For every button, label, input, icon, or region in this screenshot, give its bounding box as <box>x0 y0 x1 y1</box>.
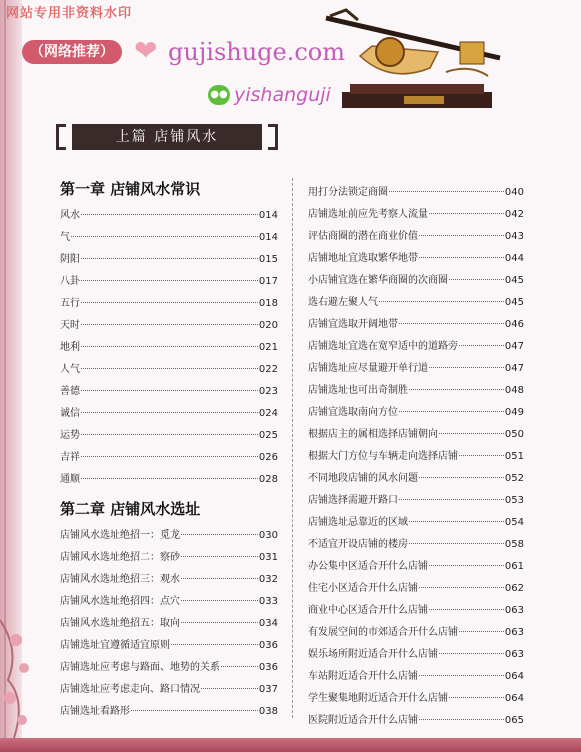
page-number: 026 <box>258 452 278 463</box>
page-number: 038 <box>258 706 278 717</box>
entry-title: 店铺选址看路形 <box>60 706 130 717</box>
leader-dots <box>419 257 504 258</box>
page-number: 064 <box>504 693 524 704</box>
entry-title: 店铺宜选取南向方位 <box>308 407 398 418</box>
entry-title: 商业中心区适合开什么店铺 <box>308 605 428 616</box>
page-number: 064 <box>504 671 524 682</box>
toc-entry <box>60 448 278 462</box>
entry-title: 办公集中区适合开什么店铺 <box>308 561 428 572</box>
toc-entry <box>308 447 524 461</box>
toc-entry <box>308 535 524 549</box>
page-number: 043 <box>504 231 524 242</box>
entry-title: 店铺风水选址绝招三：观水 <box>60 574 180 585</box>
leader-dots <box>429 367 504 368</box>
toc-entry <box>308 711 524 725</box>
leader-dots <box>201 688 258 689</box>
toc-entry <box>60 470 278 484</box>
leader-dots <box>81 324 258 325</box>
toc-entry <box>60 294 278 308</box>
toc-entry <box>60 404 278 418</box>
entry-title: 店铺风水选址绝招五：取向 <box>60 618 180 629</box>
entry-title: 根据大门方位与车辆走向选择店铺 <box>308 451 458 462</box>
toc-entry <box>308 645 524 659</box>
toc-entry <box>60 360 278 374</box>
page-bottom-band <box>0 738 581 752</box>
chapter-title: 第一章 店铺风水常识 <box>60 180 201 198</box>
toc-entry <box>308 381 524 395</box>
entry-title: 店铺选址也可出奇制胜 <box>308 385 408 396</box>
title-bracket-left <box>56 124 66 150</box>
toc-entry <box>308 579 524 593</box>
leader-dots <box>429 565 504 566</box>
leader-dots <box>459 631 504 632</box>
leader-dots <box>449 279 504 280</box>
toc-entry <box>308 359 524 373</box>
page-number: 061 <box>504 561 524 572</box>
leader-dots <box>429 609 504 610</box>
leader-dots <box>419 235 504 236</box>
page-number: 065 <box>504 715 524 726</box>
leader-dots <box>181 534 258 535</box>
recommend-badge: （网络推荐） <box>22 40 122 64</box>
page-number: 036 <box>258 662 278 673</box>
toc-entry <box>60 228 278 242</box>
page-number: 063 <box>504 627 524 638</box>
entry-title: 店铺选址应尽量避开单行道 <box>308 363 428 374</box>
toc-entry <box>308 403 524 417</box>
toc-entry <box>308 623 524 637</box>
leader-dots <box>419 477 504 478</box>
toc-entry <box>60 548 278 562</box>
entry-title: 八卦 <box>60 276 80 287</box>
plum-blossom-decoration <box>0 610 40 738</box>
page-number: 015 <box>258 254 278 265</box>
page-number: 034 <box>258 618 278 629</box>
page-number: 037 <box>258 684 278 695</box>
page-number: 017 <box>258 276 278 287</box>
page-number: 023 <box>258 386 278 397</box>
ship-model-image <box>320 6 510 114</box>
leader-dots <box>399 411 504 412</box>
entry-title: 店铺地址宜选取繁华地带 <box>308 253 418 264</box>
entry-title: 通顺 <box>60 474 80 485</box>
page-number: 024 <box>258 408 278 419</box>
site-url: gujishuge.com <box>168 38 346 66</box>
page-number: 049 <box>504 407 524 418</box>
entry-title: 店铺风水选址绝招二：察砂 <box>60 552 180 563</box>
toc-entry <box>308 491 524 505</box>
page-number: 030 <box>258 530 278 541</box>
toc-entry <box>308 205 524 219</box>
page-number: 025 <box>258 430 278 441</box>
page-number: 022 <box>258 364 278 375</box>
entry-title: 评估商圈的潜在商业价值 <box>308 231 418 242</box>
toc-entry <box>60 272 278 286</box>
entry-title: 用打分法锁定商圈 <box>308 187 388 198</box>
leader-dots <box>181 622 258 623</box>
page-number: 033 <box>258 596 278 607</box>
entry-title: 店铺选址前应先考察人流量 <box>308 209 428 220</box>
page-number: 042 <box>504 209 524 220</box>
toc-entry <box>308 183 524 197</box>
page-number: 021 <box>258 342 278 353</box>
entry-title: 阴阳 <box>60 254 80 265</box>
entry-title: 风水 <box>60 210 80 221</box>
leader-dots <box>71 236 258 237</box>
leader-dots <box>81 258 258 259</box>
page-number: 028 <box>258 474 278 485</box>
entry-title: 根据店主的属相选择店铺朝向 <box>308 429 438 440</box>
toc-entry <box>60 592 278 606</box>
leader-dots <box>171 644 258 645</box>
toc-entry <box>308 601 524 615</box>
title-bracket-right <box>268 124 278 150</box>
entry-title: 店铺选址忌靠近的区域 <box>308 517 408 528</box>
entry-title: 不同地段店铺的风水问题 <box>308 473 418 484</box>
toc-entry <box>60 382 278 396</box>
toc-entry <box>60 570 278 584</box>
toc-entry <box>308 337 524 351</box>
page-number: 014 <box>258 210 278 221</box>
leader-dots <box>419 719 504 720</box>
toc-entry <box>308 513 524 527</box>
wechat-icon: ●● <box>208 85 230 105</box>
leader-dots <box>81 412 258 413</box>
page-number: 063 <box>504 605 524 616</box>
heart-icon: ❤ <box>134 34 158 67</box>
leader-dots <box>449 697 504 698</box>
entry-title: 有发展空间的市郊适合开什么店铺 <box>308 627 458 638</box>
page-number: 047 <box>504 341 524 352</box>
toc-entry <box>60 702 278 716</box>
toc-entry <box>308 425 524 439</box>
page-number: 047 <box>504 363 524 374</box>
entry-title: 店铺选址应考虑走向、路口情况 <box>60 684 200 695</box>
entry-title: 小店铺宜选在繁华商圈的次商圈 <box>308 275 448 286</box>
entry-title: 店铺宜选取开阔地带 <box>308 319 398 330</box>
entry-title: 吉祥 <box>60 452 80 463</box>
toc-entry <box>60 426 278 440</box>
page-number: 058 <box>504 539 524 550</box>
page-number: 046 <box>504 319 524 330</box>
page-number: 044 <box>504 253 524 264</box>
entry-title: 地利 <box>60 342 80 353</box>
watermark: 网站专用非资料水印 <box>6 6 133 21</box>
leader-dots <box>439 653 504 654</box>
entry-title: 住宅小区适合开什么店铺 <box>308 583 418 594</box>
column-divider <box>292 178 293 718</box>
leader-dots <box>409 521 504 522</box>
toc-entry <box>308 293 524 307</box>
toc-entry <box>308 469 524 483</box>
leader-dots <box>81 478 258 479</box>
page-number: 032 <box>258 574 278 585</box>
page-number: 036 <box>258 640 278 651</box>
leader-dots <box>439 433 504 434</box>
section-title: 上篇 店铺风水 <box>72 124 262 150</box>
leader-dots <box>81 390 258 391</box>
leader-dots <box>181 578 258 579</box>
toc-entry <box>308 249 524 263</box>
page-number: 052 <box>504 473 524 484</box>
entry-title: 医院附近适合开什么店铺 <box>308 715 418 726</box>
page-number: 054 <box>504 517 524 528</box>
leader-dots <box>131 710 258 711</box>
page-number: 048 <box>504 385 524 396</box>
toc-entry <box>60 338 278 352</box>
entry-title: 车站附近适合开什么店铺 <box>308 671 418 682</box>
entry-title: 五行 <box>60 298 80 309</box>
page-number: 050 <box>504 429 524 440</box>
leader-dots <box>419 587 504 588</box>
page-number: 040 <box>504 187 524 198</box>
entry-title: 气 <box>60 232 70 243</box>
entry-title: 不适宜开设店铺的楼房 <box>308 539 408 550</box>
chapter-title: 第二章 店铺风水选址 <box>60 500 201 518</box>
page-number: 014 <box>258 232 278 243</box>
leader-dots <box>459 455 504 456</box>
leader-dots <box>429 213 504 214</box>
entry-title: 选右避左聚人气 <box>308 297 378 308</box>
leader-dots <box>181 556 258 557</box>
entry-title: 运势 <box>60 430 80 441</box>
leader-dots <box>81 434 258 435</box>
entry-title: 店铺选择需避开路口 <box>308 495 398 506</box>
entry-title: 天时 <box>60 320 80 331</box>
leader-dots <box>459 345 504 346</box>
page-number: 053 <box>504 495 524 506</box>
leader-dots <box>379 301 504 302</box>
leader-dots <box>389 191 504 192</box>
leader-dots <box>81 456 258 457</box>
entry-title: 娱乐场所附近适合开什么店铺 <box>308 649 438 660</box>
toc-entry <box>60 250 278 264</box>
toc-entry <box>308 689 524 703</box>
toc-entry <box>60 658 278 672</box>
toc-entry <box>60 206 278 220</box>
entry-title: 店铺选址宜选在宽窄适中的道路旁 <box>308 341 458 352</box>
leader-dots <box>221 666 258 667</box>
toc-entry <box>60 636 278 650</box>
entry-title: 诚信 <box>60 408 80 419</box>
toc-entry <box>308 557 524 571</box>
page-number: 018 <box>258 298 278 309</box>
toc-entry <box>308 667 524 681</box>
page-number: 062 <box>504 583 524 594</box>
entry-title: 店铺选址应考虑与路面、地势的关系 <box>60 662 220 673</box>
entry-title: 人气 <box>60 364 80 375</box>
toc-entry <box>308 315 524 329</box>
entry-title: 店铺风水选址绝招一：觅龙 <box>60 530 180 541</box>
toc-entry <box>308 227 524 241</box>
leader-dots <box>419 675 504 676</box>
leader-dots <box>81 214 258 215</box>
leader-dots <box>81 280 258 281</box>
page-number: 063 <box>504 649 524 660</box>
leader-dots <box>399 499 504 500</box>
entry-title: 学生聚集地附近适合开什么店铺 <box>308 693 448 704</box>
toc-entry <box>308 271 524 285</box>
page-number: 031 <box>258 552 278 563</box>
leader-dots <box>409 543 504 544</box>
page-number: 045 <box>504 297 524 308</box>
page-number: 051 <box>504 451 524 462</box>
leader-dots <box>81 368 258 369</box>
page-number: 045 <box>504 275 524 286</box>
entry-title: 店铺选址宜遵循适宜原则 <box>60 640 170 651</box>
leader-dots <box>399 323 504 324</box>
leader-dots <box>81 346 258 347</box>
leader-dots <box>409 389 504 390</box>
leader-dots <box>81 302 258 303</box>
toc-entry <box>60 526 278 540</box>
entry-title: 善德 <box>60 386 80 397</box>
site-id: yishanguji <box>234 84 331 106</box>
toc-entry <box>60 316 278 330</box>
toc-entry <box>60 614 278 628</box>
toc-entry <box>60 680 278 694</box>
page-number: 020 <box>258 320 278 331</box>
leader-dots <box>181 600 258 601</box>
entry-title: 店铺风水选址绝招四：点穴 <box>60 596 180 607</box>
